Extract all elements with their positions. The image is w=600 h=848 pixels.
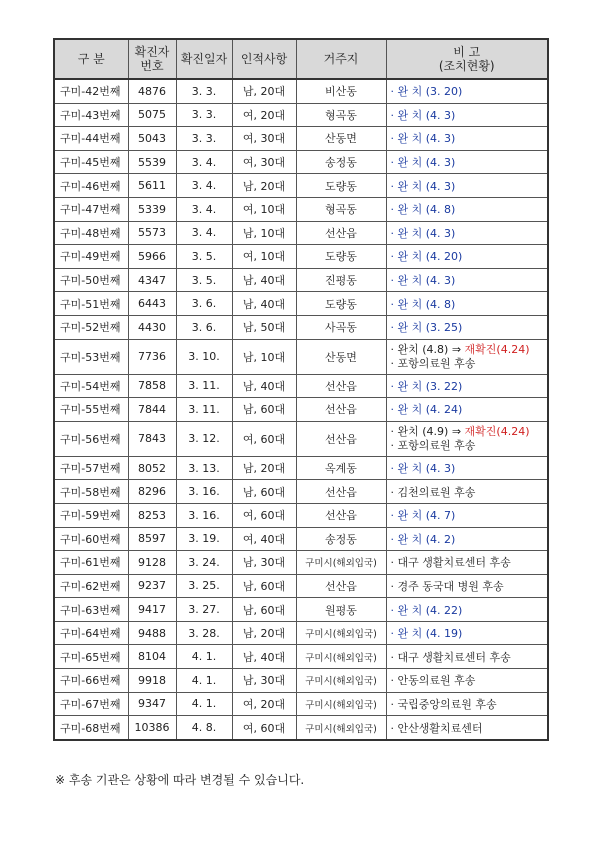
cell-residence: 구미시(해외입국) xyxy=(296,551,386,575)
table-row xyxy=(54,527,548,551)
cell-case-number: 5573 xyxy=(128,221,176,245)
cell-remarks: · 국립중앙의료원 후송 xyxy=(386,692,548,716)
cell-person: 남, 40대 xyxy=(232,645,296,669)
cell-confirm-date: 3. 16. xyxy=(176,503,232,527)
remarks-recovered: · 완치 (4.9) ⇒ xyxy=(390,424,465,438)
cell-case-number: 7844 xyxy=(128,398,176,422)
cell-remarks: · 완 치 (4. 3) xyxy=(386,103,548,127)
cell-residence: 구미시(해외입국) xyxy=(296,716,386,740)
table-row xyxy=(54,197,548,221)
table-row xyxy=(54,398,548,422)
cell-remarks: · 완 치 (4. 7) xyxy=(386,503,548,527)
header-date: 확진일자 xyxy=(176,39,232,79)
table-row xyxy=(54,551,548,575)
cell-confirm-date: 3. 11. xyxy=(176,374,232,398)
cell-person: 남, 20대 xyxy=(232,456,296,480)
cell-case-id: 구미-47번째 xyxy=(54,197,128,221)
cell-remarks: · 김천의료원 후송 xyxy=(386,480,548,504)
cell-person: 남, 50대 xyxy=(232,315,296,339)
cell-remarks: · 완 치 (4. 19) xyxy=(386,621,548,645)
cell-confirm-date: 3. 3. xyxy=(176,79,232,103)
cell-case-number: 7843 xyxy=(128,421,176,456)
cell-case-id: 구미-64번째 xyxy=(54,621,128,645)
cell-case-id: 구미-52번째 xyxy=(54,315,128,339)
cell-confirm-date: 4. 1. xyxy=(176,669,232,693)
cell-residence: 송정동 xyxy=(296,150,386,174)
cell-person: 남, 40대 xyxy=(232,268,296,292)
cell-confirm-date: 4. 8. xyxy=(176,716,232,740)
cell-remarks: · 완 치 (3. 25) xyxy=(386,315,548,339)
cell-confirm-date: 3. 4. xyxy=(176,221,232,245)
cell-confirm-date: 3. 4. xyxy=(176,174,232,198)
cell-residence: 선산읍 xyxy=(296,398,386,422)
table-row xyxy=(54,268,548,292)
cell-residence: 선산읍 xyxy=(296,574,386,598)
header-person: 인적사항 xyxy=(232,39,296,79)
cell-person: 여, 10대 xyxy=(232,197,296,221)
cell-case-number: 8052 xyxy=(128,456,176,480)
cell-person: 여, 60대 xyxy=(232,421,296,456)
cell-remarks: · 완 치 (4. 22) xyxy=(386,598,548,622)
cell-case-number: 4876 xyxy=(128,79,176,103)
table-row xyxy=(54,480,548,504)
cell-person: 남, 60대 xyxy=(232,398,296,422)
cell-confirm-date: 3. 4. xyxy=(176,197,232,221)
cell-case-id: 구미-68번째 xyxy=(54,716,128,740)
remarks-reconfirmed: 재확진(4.24) xyxy=(464,424,530,438)
cell-residence: 구미시(해외입국) xyxy=(296,645,386,669)
cell-residence: 형곡동 xyxy=(296,197,386,221)
cell-residence: 산동면 xyxy=(296,127,386,151)
cell-residence: 형곡동 xyxy=(296,103,386,127)
cell-case-number: 8597 xyxy=(128,527,176,551)
cell-case-number: 9347 xyxy=(128,692,176,716)
cell-case-number: 5539 xyxy=(128,150,176,174)
cell-remarks xyxy=(386,339,548,374)
cell-person: 남, 60대 xyxy=(232,574,296,598)
cell-case-number: 9918 xyxy=(128,669,176,693)
cell-residence: 도량동 xyxy=(296,292,386,316)
cell-residence: 구미시(해외입국) xyxy=(296,692,386,716)
cell-case-number: 5075 xyxy=(128,103,176,127)
cell-confirm-date: 3. 24. xyxy=(176,551,232,575)
table-row xyxy=(54,292,548,316)
cell-residence: 사곡동 xyxy=(296,315,386,339)
cell-person: 남, 30대 xyxy=(232,551,296,575)
cell-person: 남, 30대 xyxy=(232,669,296,693)
cell-residence: 구미시(해외입국) xyxy=(296,621,386,645)
table-row xyxy=(54,339,548,374)
cell-confirm-date: 3. 10. xyxy=(176,339,232,374)
cell-person: 남, 40대 xyxy=(232,374,296,398)
cell-remarks: · 완 치 (3. 22) xyxy=(386,374,548,398)
table-row xyxy=(54,503,548,527)
table-row xyxy=(54,645,548,669)
cell-residence: 선산읍 xyxy=(296,421,386,456)
cell-case-number: 7736 xyxy=(128,339,176,374)
cell-case-number: 9488 xyxy=(128,621,176,645)
cell-confirm-date: 3. 28. xyxy=(176,621,232,645)
table-row xyxy=(54,221,548,245)
cell-remarks: · 완 치 (4. 8) xyxy=(386,292,548,316)
cell-person: 여, 30대 xyxy=(232,127,296,151)
remarks-line-2: · 포항의료원 후송 xyxy=(390,356,476,370)
cell-case-id: 구미-46번째 xyxy=(54,174,128,198)
cell-remarks: · 완 치 (4. 8) xyxy=(386,197,548,221)
table-row xyxy=(54,692,548,716)
table-row xyxy=(54,174,548,198)
cell-case-id: 구미-44번째 xyxy=(54,127,128,151)
cell-case-id: 구미-55번째 xyxy=(54,398,128,422)
cell-case-id: 구미-60번째 xyxy=(54,527,128,551)
cell-case-id: 구미-54번째 xyxy=(54,374,128,398)
cell-case-number: 9417 xyxy=(128,598,176,622)
cell-case-number: 4430 xyxy=(128,315,176,339)
table-row xyxy=(54,374,548,398)
cell-confirm-date: 3. 5. xyxy=(176,245,232,269)
footer-note: ※ 후송 기관은 상황에 따라 변경될 수 있습니다. xyxy=(55,773,305,787)
cell-residence: 구미시(해외입국) xyxy=(296,669,386,693)
cell-confirm-date: 3. 6. xyxy=(176,315,232,339)
cell-person: 여, 20대 xyxy=(232,103,296,127)
table-row xyxy=(54,421,548,456)
cell-remarks: · 대구 생활치료센터 후송 xyxy=(386,645,548,669)
cell-person: 남, 20대 xyxy=(232,79,296,103)
cell-confirm-date: 4. 1. xyxy=(176,692,232,716)
table-row xyxy=(54,315,548,339)
cell-case-id: 구미-48번째 xyxy=(54,221,128,245)
remarks-reconfirmed: 재확진(4.24) xyxy=(464,342,530,356)
cell-person: 여, 10대 xyxy=(232,245,296,269)
table-row xyxy=(54,103,548,127)
cell-residence: 산동면 xyxy=(296,339,386,374)
cell-person: 남, 10대 xyxy=(232,221,296,245)
table-row xyxy=(54,245,548,269)
cell-person: 남, 20대 xyxy=(232,621,296,645)
cell-confirm-date: 3. 3. xyxy=(176,103,232,127)
remarks-line-1 xyxy=(391,343,548,357)
cell-case-id: 구미-49번째 xyxy=(54,245,128,269)
cell-case-id: 구미-67번째 xyxy=(54,692,128,716)
cell-remarks xyxy=(386,421,548,456)
cell-case-id: 구미-57번째 xyxy=(54,456,128,480)
cell-residence: 선산읍 xyxy=(296,503,386,527)
cell-person: 남, 60대 xyxy=(232,598,296,622)
cell-case-number: 8253 xyxy=(128,503,176,527)
cell-remarks: · 완 치 (3. 20) xyxy=(386,79,548,103)
cell-confirm-date: 3. 25. xyxy=(176,574,232,598)
table-row xyxy=(54,150,548,174)
cell-case-id: 구미-45번째 xyxy=(54,150,128,174)
cell-confirm-date: 3. 3. xyxy=(176,127,232,151)
cell-case-id: 구미-66번째 xyxy=(54,669,128,693)
cell-residence: 선산읍 xyxy=(296,480,386,504)
cell-confirm-date: 3. 4. xyxy=(176,150,232,174)
cell-case-number: 7858 xyxy=(128,374,176,398)
header-number: 확진자 번호 xyxy=(128,39,176,79)
cell-remarks: · 완 치 (4. 2) xyxy=(386,527,548,551)
cell-case-id: 구미-63번째 xyxy=(54,598,128,622)
table-row xyxy=(54,598,548,622)
cell-residence: 옥계동 xyxy=(296,456,386,480)
remarks-line-1 xyxy=(391,425,548,439)
cell-person: 여, 60대 xyxy=(232,503,296,527)
cell-residence: 선산읍 xyxy=(296,221,386,245)
cell-residence: 송정동 xyxy=(296,527,386,551)
cell-residence: 원평동 xyxy=(296,598,386,622)
cell-case-number: 5966 xyxy=(128,245,176,269)
cell-remarks: · 완 치 (4. 3) xyxy=(386,174,548,198)
cell-remarks: · 완 치 (4. 20) xyxy=(386,245,548,269)
cell-case-id: 구미-58번째 xyxy=(54,480,128,504)
table-row xyxy=(54,716,548,740)
cell-remarks: · 안산생활치료센터 xyxy=(386,716,548,740)
cell-remarks: · 완 치 (4. 3) xyxy=(386,456,548,480)
table-body xyxy=(54,79,548,740)
cell-case-number: 9237 xyxy=(128,574,176,598)
cell-remarks: · 완 치 (4. 3) xyxy=(386,268,548,292)
cases-table xyxy=(53,38,549,741)
cell-person: 여, 20대 xyxy=(232,692,296,716)
cell-remarks: · 완 치 (4. 3) xyxy=(386,127,548,151)
cell-confirm-date: 3. 27. xyxy=(176,598,232,622)
header-residence: 거주지 xyxy=(296,39,386,79)
cell-confirm-date: 4. 1. xyxy=(176,645,232,669)
cell-case-id: 구미-53번째 xyxy=(54,339,128,374)
cell-person: 여, 30대 xyxy=(232,150,296,174)
cell-case-id: 구미-56번째 xyxy=(54,421,128,456)
cell-case-number: 4347 xyxy=(128,268,176,292)
cell-case-id: 구미-65번째 xyxy=(54,645,128,669)
table-row xyxy=(54,79,548,103)
cell-confirm-date: 3. 16. xyxy=(176,480,232,504)
cell-case-id: 구미-59번째 xyxy=(54,503,128,527)
cell-residence: 도량동 xyxy=(296,245,386,269)
cell-case-id: 구미-43번째 xyxy=(54,103,128,127)
cell-case-id: 구미-50번째 xyxy=(54,268,128,292)
cell-case-number: 9128 xyxy=(128,551,176,575)
cell-residence: 도량동 xyxy=(296,174,386,198)
cell-confirm-date: 3. 5. xyxy=(176,268,232,292)
cell-confirm-date: 3. 12. xyxy=(176,421,232,456)
table-row xyxy=(54,621,548,645)
cell-case-number: 8296 xyxy=(128,480,176,504)
table-row xyxy=(54,669,548,693)
cell-person: 여, 40대 xyxy=(232,527,296,551)
cell-person: 남, 40대 xyxy=(232,292,296,316)
cell-case-number: 5339 xyxy=(128,197,176,221)
remarks-recovered: · 완치 (4.8) ⇒ xyxy=(390,342,465,356)
cell-person: 여, 60대 xyxy=(232,716,296,740)
cell-remarks: · 완 치 (4. 24) xyxy=(386,398,548,422)
cell-confirm-date: 3. 11. xyxy=(176,398,232,422)
cell-case-id: 구미-42번째 xyxy=(54,79,128,103)
cell-person: 남, 20대 xyxy=(232,174,296,198)
cell-case-number: 10386 xyxy=(128,716,176,740)
cell-case-number: 6443 xyxy=(128,292,176,316)
cell-residence: 선산읍 xyxy=(296,374,386,398)
cell-confirm-date: 3. 19. xyxy=(176,527,232,551)
cell-person: 남, 60대 xyxy=(232,480,296,504)
table-row xyxy=(54,127,548,151)
cell-remarks: · 완 치 (4. 3) xyxy=(386,221,548,245)
cell-case-id: 구미-51번째 xyxy=(54,292,128,316)
cell-remarks: · 대구 생활치료센터 후송 xyxy=(386,551,548,575)
cell-residence: 진평동 xyxy=(296,268,386,292)
cell-case-number: 8104 xyxy=(128,645,176,669)
cell-confirm-date: 3. 6. xyxy=(176,292,232,316)
remarks-line-2: · 포항의료원 후송 xyxy=(390,438,476,452)
cell-case-id: 구미-62번째 xyxy=(54,574,128,598)
cell-remarks: · 안동의료원 후송 xyxy=(386,669,548,693)
cell-confirm-date: 3. 13. xyxy=(176,456,232,480)
table-header-row xyxy=(54,39,548,79)
table-row xyxy=(54,456,548,480)
cell-case-number: 5043 xyxy=(128,127,176,151)
cell-person: 남, 10대 xyxy=(232,339,296,374)
header-category: 구 분 xyxy=(54,39,128,79)
cell-case-id: 구미-61번째 xyxy=(54,551,128,575)
cell-residence: 비산동 xyxy=(296,79,386,103)
cell-remarks: · 완 치 (4. 3) xyxy=(386,150,548,174)
table-row xyxy=(54,574,548,598)
cell-case-number: 5611 xyxy=(128,174,176,198)
cell-remarks: · 경주 동국대 병원 후송 xyxy=(386,574,548,598)
header-remarks: 비 고 (조치현황) xyxy=(386,39,548,79)
